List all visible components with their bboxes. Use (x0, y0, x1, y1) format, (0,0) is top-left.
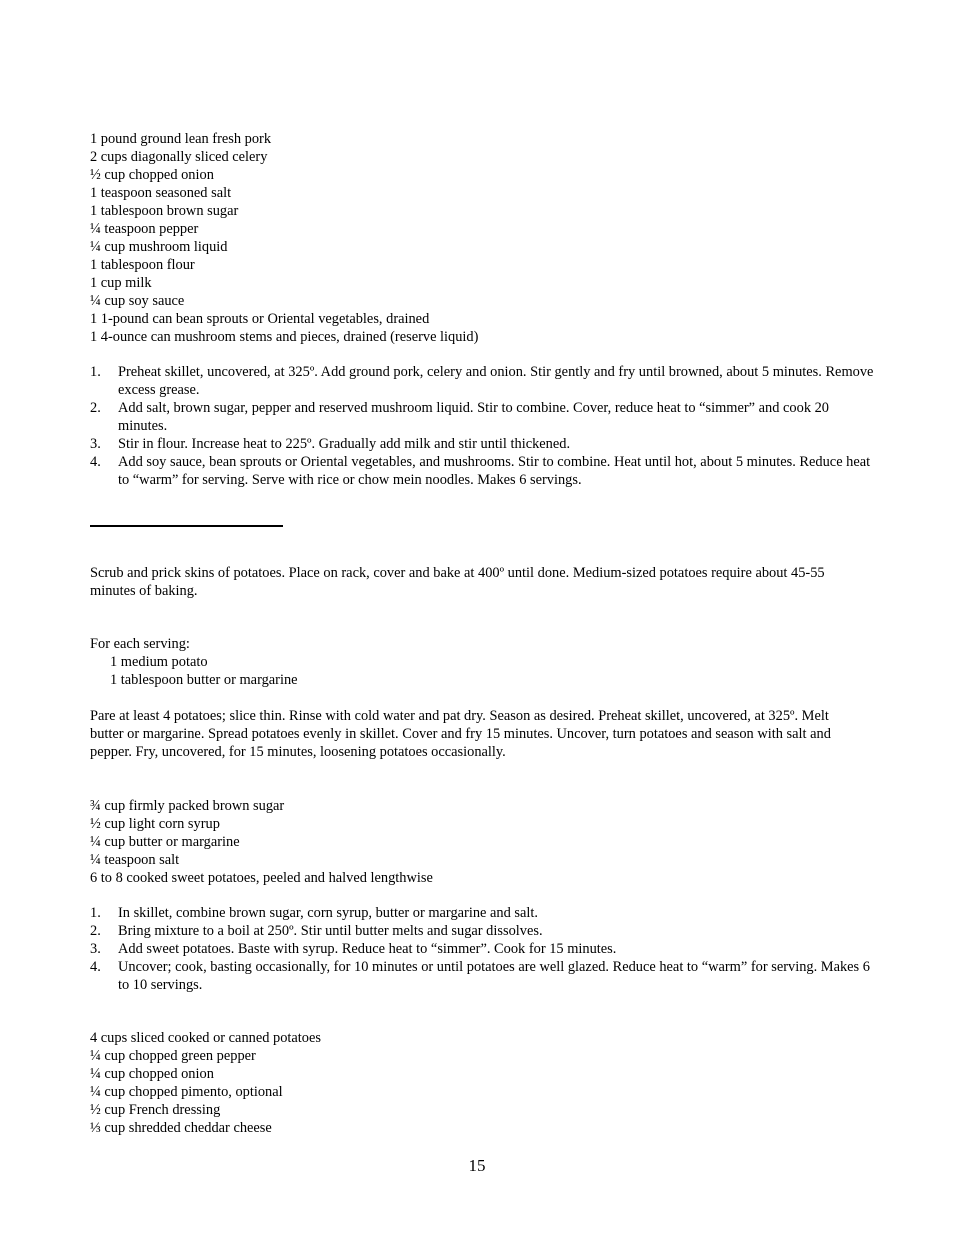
ingredient-line: ¼ cup chopped green pepper (90, 1048, 256, 1064)
page-number: 15 (468, 1156, 486, 1175)
step-number: 3. (90, 941, 101, 957)
step-item (90, 435, 880, 453)
ingredient-line: ½ cup light corn syrup (90, 816, 220, 832)
ingredient-line: ½ cup French dressing (90, 1102, 221, 1118)
ingredient-line: 1 tablespoon flour (90, 257, 195, 273)
pork-steps-list (90, 363, 880, 489)
ingredient-line: ¼ teaspoon pepper (90, 221, 199, 237)
ingredient-line: ¼ cup mushroom liquid (90, 239, 228, 255)
step-number: 4. (90, 454, 101, 470)
ingredient-line: 1 medium potato (110, 654, 208, 670)
ingredient-line: 1 cup milk (90, 275, 152, 291)
pork-ingredient-list (90, 130, 880, 346)
ingredient-line: 1 tablespoon butter or margarine (110, 672, 298, 688)
step-number: 2. (90, 400, 101, 416)
step-item (90, 922, 880, 940)
step-text: Bring mixture to a boil at 250º. Stir until butter melts and sugar dissolves. (118, 923, 543, 939)
step-number: 4. (90, 959, 101, 975)
step-item (90, 958, 880, 994)
ingredient-line: ¾ cup firmly packed brown sugar (90, 798, 285, 814)
ingredient-line: ¼ cup chopped pimento, optional (90, 1084, 283, 1100)
step-number: 3. (90, 436, 101, 452)
sweet-potato-ingredient-list (90, 797, 880, 887)
ingredient-line: 6 to 8 cooked sweet potatoes, peeled and halved lengthwise (90, 870, 433, 886)
ingredient-line: ⅓ cup shredded cheddar cheese (90, 1120, 272, 1136)
ingredient-line: 1 pound ground lean fresh pork (90, 131, 272, 147)
serving-heading: For each serving: (90, 636, 190, 652)
ingredient-line: ¼ cup chopped onion (90, 1066, 214, 1082)
step-text: Add salt, brown sugar, pepper and reserved mushroom liquid. Stir to combine. Cover, reduce heat to “simmer” and cook 20 minutes. (118, 400, 830, 434)
ingredient-line: ¼ cup soy sauce (90, 293, 185, 309)
step-text: Stir in flour. Increase heat to 225º. Gradually add milk and stir until thickened. (118, 436, 571, 452)
section-divider (90, 525, 283, 527)
step-text: Preheat skillet, uncovered, at 325º. Add ground pork, celery and onion. Stir gently and fry until browned, about 5 minutes. Remove excess grease. (118, 364, 874, 398)
ingredient-line: 4 cups sliced cooked or canned potatoes (90, 1030, 321, 1046)
serving-ingredient-list (110, 653, 298, 689)
step-text: Add soy sauce, bean sprouts or Oriental vegetables, and mushrooms. Stir to combine. Heat until hot, about 5 minutes. Reduce heat to “warm” for serving. Serve with rice or chow mein noodles. Makes 6 servings. (118, 454, 871, 488)
step-number: 1. (90, 905, 101, 921)
step-text: Add sweet potatoes. Baste with syrup. Reduce heat to “simmer”. Cook for 15 minutes. (118, 941, 617, 957)
ingredient-line: ½ cup chopped onion (90, 167, 214, 183)
step-text: In skillet, combine brown sugar, corn syrup, butter or margarine and salt. (118, 905, 538, 921)
ingredient-line: 2 cups diagonally sliced celery (90, 149, 268, 165)
sweet-potato-steps-list (90, 904, 880, 994)
step-item (90, 453, 880, 489)
step-text: Uncover; cook, basting occasionally, for 10 minutes or until potatoes are well glazed. Reduce heat to “warm” for serving. Makes 6 to 10 servings. (118, 959, 870, 993)
ingredient-line: 1 teaspoon seasoned salt (90, 185, 232, 201)
step-item (90, 904, 880, 922)
potato-salad-ingredient-list (90, 1029, 880, 1137)
ingredient-line: ¼ cup butter or margarine (90, 834, 240, 850)
document-page (90, 0, 880, 1235)
step-item (90, 399, 880, 435)
ingredient-line: 1 4-ounce can mushroom stems and pieces, drained (reserve liquid) (90, 329, 479, 345)
step-item (90, 363, 880, 399)
step-number: 1. (90, 364, 101, 380)
ingredient-line: 1 tablespoon brown sugar (90, 203, 239, 219)
step-number: 2. (90, 923, 101, 939)
ingredient-line: 1 1-pound can bean sprouts or Oriental vegetables, drained (90, 311, 430, 327)
step-item (90, 940, 880, 958)
baked-potatoes-paragraph: Scrub and prick skins of potatoes. Place on rack, cover and bake at 400º until done. Medium-sized potatoes require about 45-55 minutes of baking. (90, 565, 825, 599)
fried-potatoes-paragraph: Pare at least 4 potatoes; slice thin. Rinse with cold water and pat dry. Season as desired. Preheat skillet, uncovered, at 325º. Melt butter or margarine. Spread potatoes evenly in skillet. Cover and fry 15 minutes. Uncover, turn potatoes and season with salt and pepper. Fry, uncovered, for 15 minutes, loosening potatoes occasionally. (90, 708, 831, 760)
ingredient-line: ¼ teaspoon salt (90, 852, 180, 868)
